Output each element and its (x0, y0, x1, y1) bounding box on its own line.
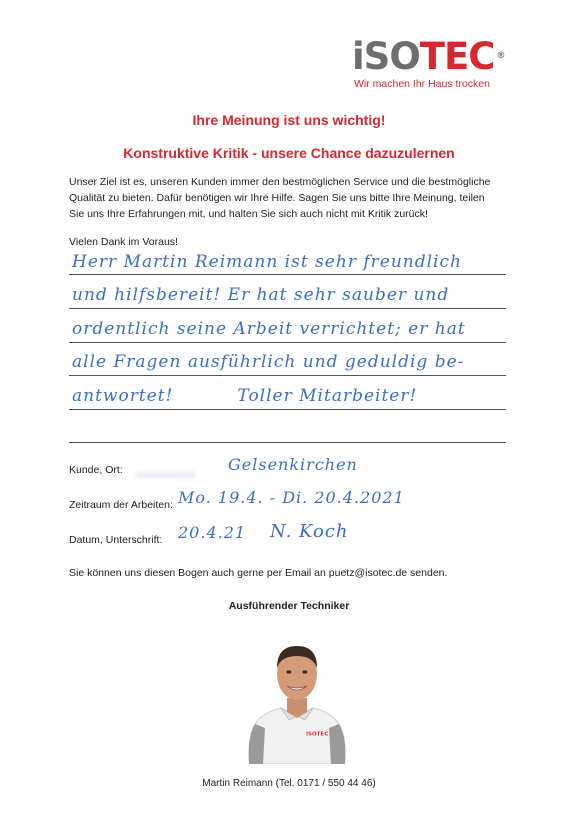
intro-line: Unser Ziel ist es, unseren Kunden immer den bestmöglichen Service und die bestmögliche (69, 176, 491, 188)
feedback-line: ordentlich seine Arbeit verrichtet; er hat (72, 319, 466, 339)
feedback-line: und hilfsbereit! Er hat sehr sauber und (72, 285, 450, 305)
intro-line: Sie uns Ihre Erfahrungen mit, und halten Sie sich auch nicht mit Kritik zurück! (69, 208, 428, 220)
ruled-line (69, 409, 506, 410)
ruled-line (69, 342, 506, 343)
period-value: Mo. 19.4. - Di. 20.4.2021 (178, 488, 405, 507)
technician-photo (243, 632, 351, 764)
logo-registered-mark: ® (496, 51, 505, 61)
ruled-line (69, 442, 506, 443)
logo-wordmark (352, 35, 512, 78)
intro-line: Qualität zu bieten. Dafür benötigen wir Ihre Hilfe. Sagen Sie uns bitte Ihre Meinung, teilen (69, 192, 485, 204)
date-label: Datum, Unterschrift: (69, 534, 163, 546)
isotec-logo (352, 35, 512, 98)
customer-label: Kunde, Ort: (69, 464, 123, 476)
date-value: 20.4.21 (178, 523, 247, 542)
feedback-line: Herr Martin Reimann ist sehr freundlich (72, 252, 462, 272)
redacted-name (135, 472, 195, 478)
feedback-line: alle Fragen ausführlich und geduldig be- (72, 352, 465, 372)
logo-word-right: TEC (419, 35, 495, 78)
ruled-line (69, 308, 506, 309)
secondary-heading: Konstruktive Kritik - unsere Chance dazuzulernen (123, 145, 455, 161)
technician-caption: Martin Reimann (Tel. 0171 / 550 44 46) (202, 778, 376, 789)
intro-paragraph (69, 174, 519, 222)
email-instruction: Sie können uns diesen Bogen auch gerne per Email an puetz@isotec.de senden. (69, 567, 448, 579)
customer-value: Gelsenkirchen (228, 455, 358, 474)
signature-value: N. Koch (270, 521, 349, 542)
thanks-text: Vielen Dank im Voraus! (69, 236, 178, 248)
logo-word-left: iSO (352, 35, 420, 78)
primary-heading: Ihre Meinung ist uns wichtig! (192, 112, 386, 128)
ruled-line (69, 375, 506, 376)
technician-title: Ausführender Techniker (228, 600, 350, 612)
ruled-line (69, 274, 506, 275)
period-label: Zeitraum der Arbeiten: (69, 499, 173, 511)
logo-tagline: Wir machen Ihr Haus trocken (354, 78, 490, 90)
feedback-line: antwortet! Toller Mitarbeiter! (72, 386, 418, 406)
shirt-logo: ISOTEC (306, 731, 329, 738)
